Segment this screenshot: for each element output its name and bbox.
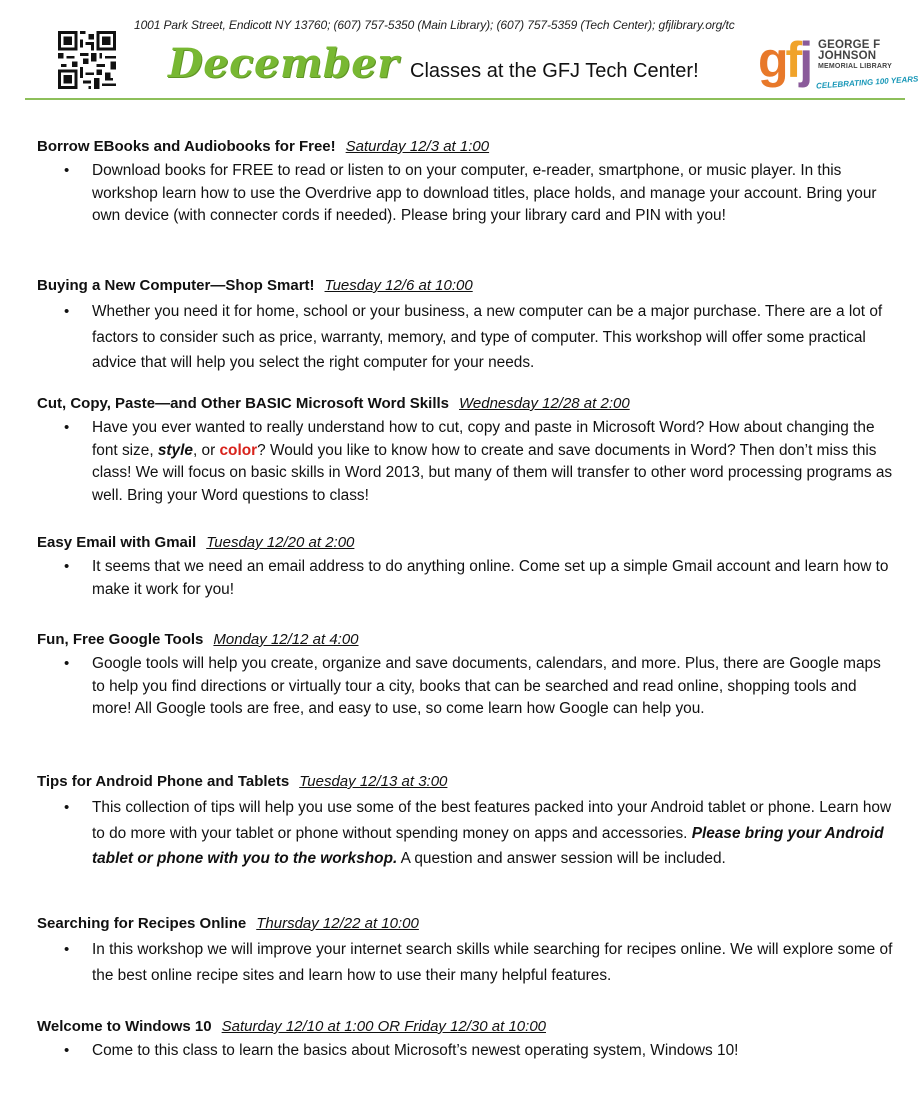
- bullet-icon: •: [64, 303, 70, 320]
- logo-tagline: CELEBRATING 100 YEARS: [815, 74, 919, 91]
- class-date: Thursday 12/22 at 10:00: [256, 915, 419, 932]
- logo-line-1: GEORGE F: [818, 39, 881, 51]
- description-text: Have you ever wanted to really understand how to cut, copy and paste in Microsoft Word? How about changing the font size,: [92, 419, 875, 459]
- class-description: [37, 556, 897, 601]
- class-item: [37, 1018, 897, 1063]
- description-text: This collection of tips will help you use some of the best features packed into your Android tablet or phone. Learn how to do more with your tablet or phone without spending money on apps and accessories.: [92, 799, 892, 842]
- bullet-icon: •: [64, 419, 70, 436]
- class-title: Fun, Free Google Tools: [37, 631, 204, 648]
- class-item: [37, 395, 897, 507]
- class-date: Tuesday 12/6 at 10:00: [324, 277, 473, 294]
- class-date: Saturday 12/10 at 1:00 OR Friday 12/30 at 10:00: [221, 1018, 546, 1035]
- address-line: 1001 Park Street, Endicott NY 13760; (607) 757-5350 (Main Library); (607) 757-5359 (Tech Center); gfjlibrary.org/tc: [134, 18, 735, 32]
- logo-line-3: MEMORIAL LIBRARY: [818, 63, 892, 70]
- class-title: Searching for Recipes Online: [37, 915, 247, 932]
- class-title: Cut, Copy, Paste—and Other BASIC Microsoft Word Skills: [37, 395, 449, 412]
- description-text: Download books for FREE to read or listen to on your computer, e-reader, smartphone, or music player. In this workshop learn how to use the Overdrive app to download titles, place holds, and manage your account. Bring your own device (with connecter cords if needed). Please bring your library card and PIN with you!: [92, 162, 877, 224]
- bullet-icon: •: [64, 1042, 70, 1059]
- header-divider: [25, 98, 905, 100]
- class-title: Borrow EBooks and Audiobooks for Free!: [37, 138, 336, 155]
- style-word: style: [157, 441, 193, 459]
- class-title: Welcome to Windows 10: [37, 1018, 212, 1035]
- bullet-icon: •: [64, 558, 70, 575]
- bullet-icon: •: [64, 941, 70, 958]
- description-text: In this workshop we will improve your internet search skills while searching for recipes online. We will explore some of the best online recipe sites and learn how to use their many helpful features.: [92, 941, 893, 984]
- class-item: [37, 277, 897, 376]
- class-item: [37, 915, 897, 988]
- page-subtitle: Classes at the GFJ Tech Center!: [410, 60, 699, 82]
- bullet-icon: •: [64, 162, 70, 179]
- description-text: ? Would you like to know how to create and save documents in Word? Then don’t miss this class! We will focus on basic skills in Word 2013, but many of them will transfer to other word processing programs as well. Bring your Word questions to class!: [92, 441, 893, 504]
- month-title: December: [168, 40, 399, 87]
- class-description: [37, 1040, 897, 1063]
- logo-line-2: JOHNSON: [818, 50, 877, 62]
- emphasis-text: Please bring your Android tablet or phone with you to the workshop.: [92, 824, 884, 867]
- class-title: Tips for Android Phone and Tablets: [37, 773, 290, 790]
- description-text: A question and answer session will be included.: [397, 850, 726, 867]
- class-title: Buying a New Computer—Shop Smart!: [37, 277, 315, 294]
- color-word: color: [219, 441, 258, 459]
- description-text: Whether you need it for home, school or your business, a new computer can be a major purchase. There are a lot of factors to consider such as price, warranty, memory, and type of computer. This workshop will offer some practical advice that will help you select the right computer for your needs.: [92, 303, 883, 371]
- class-date: Saturday 12/3 at 1:00: [345, 138, 490, 155]
- class-date: Wednesday 12/28 at 2:00: [459, 395, 630, 412]
- bullet-icon: •: [64, 799, 70, 816]
- class-description: [37, 653, 897, 721]
- class-date: Tuesday 12/20 at 2:00: [206, 534, 355, 551]
- description-text: , or: [192, 441, 220, 459]
- library-logo: [758, 32, 919, 94]
- class-description: [37, 795, 897, 872]
- logo-name: [818, 40, 892, 71]
- bullet-icon: •: [64, 655, 70, 672]
- class-title: Easy Email with Gmail: [37, 534, 197, 551]
- class-item: [37, 534, 897, 601]
- class-description: [37, 937, 897, 988]
- description-text: Come to this class to learn the basics about Microsoft’s newest operating system, Windows 10!: [92, 1042, 739, 1059]
- description-text: Google tools will help you create, organize and save documents, calendars, and more. Plus, there are Google maps to help you find directions or virtually tour a city, books that can be searched and read online, shopping tools and more! All Google tools are free, and easy to use, so come learn how Google can help you.: [92, 655, 881, 717]
- class-description: [37, 160, 897, 228]
- class-item: [37, 773, 897, 872]
- class-item: [37, 138, 897, 228]
- class-item: [37, 631, 897, 721]
- logo-letters: gfj: [758, 32, 811, 88]
- class-description: [37, 417, 897, 507]
- class-date: Monday 12/12 at 4:00: [213, 631, 359, 648]
- page-header: [0, 0, 921, 104]
- description-text: It seems that we need an email address to do anything online. Come set up a simple Gmail account and learn how to make it work for you!: [92, 558, 889, 598]
- class-date: Tuesday 12/13 at 3:00: [299, 773, 448, 790]
- class-description: [37, 299, 897, 376]
- qr-code-icon: [58, 31, 116, 89]
